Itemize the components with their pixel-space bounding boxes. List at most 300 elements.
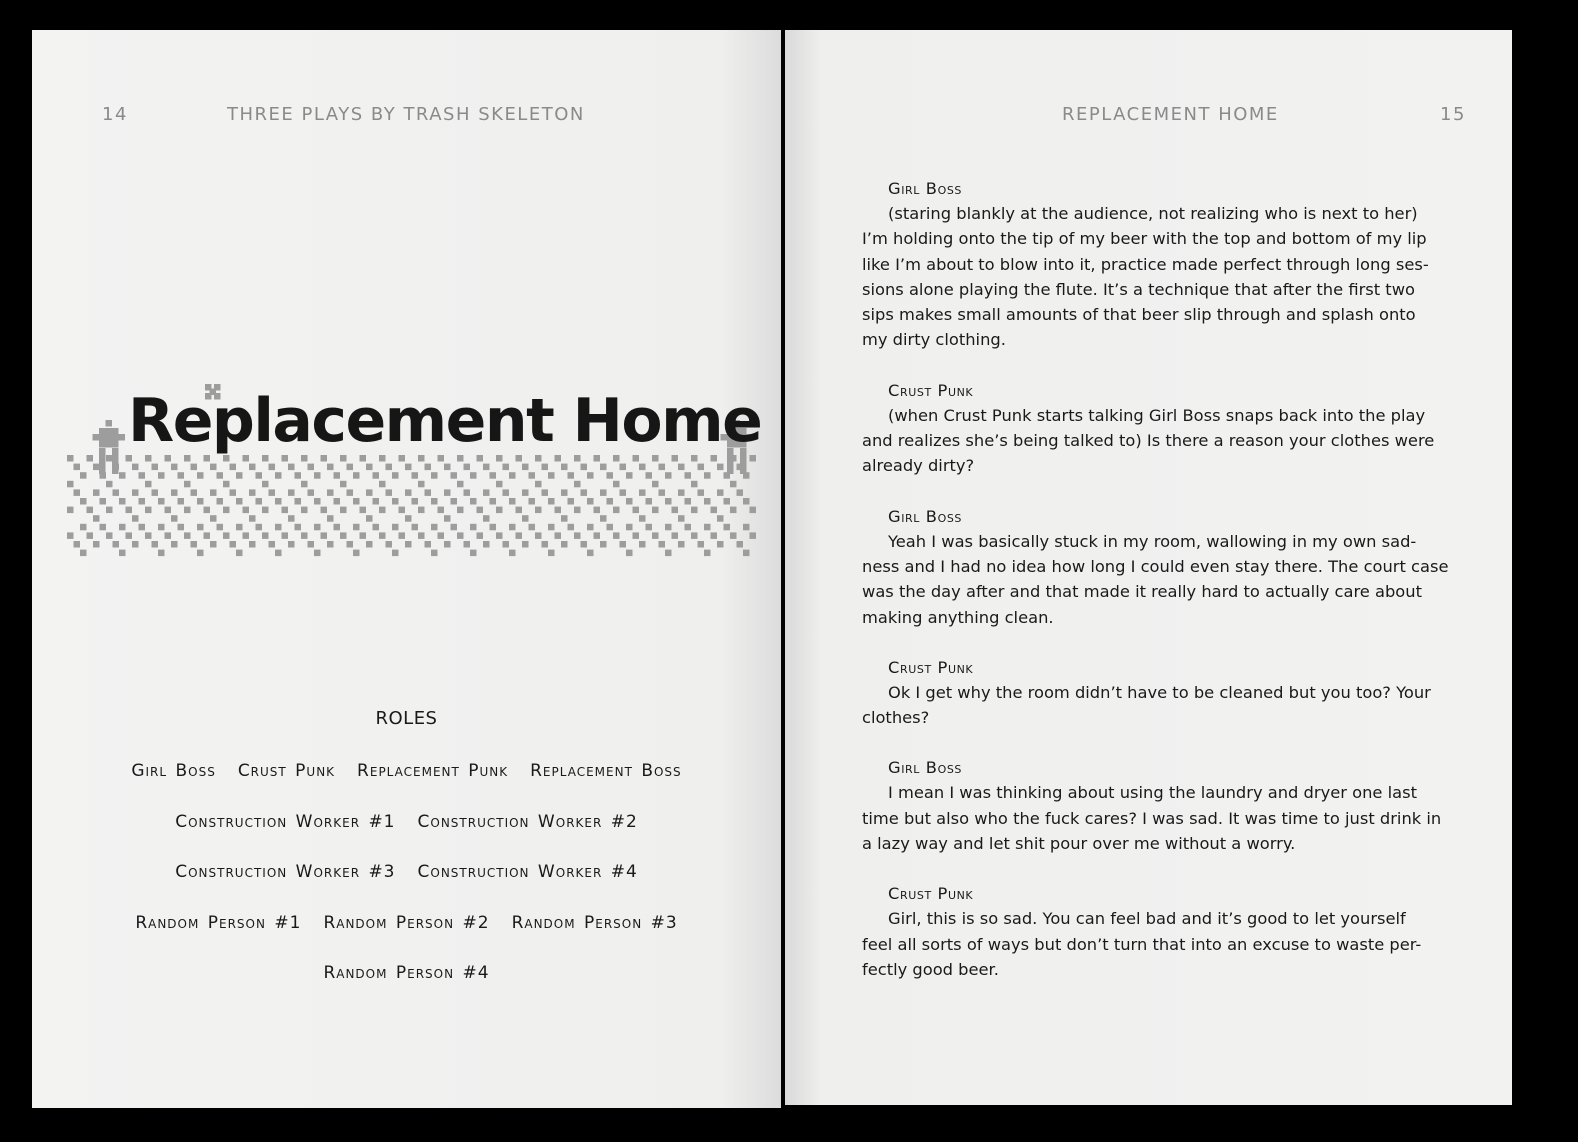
pattern-pixel <box>509 550 516 557</box>
pattern-pixel <box>366 464 373 471</box>
pattern-pixel <box>620 464 627 471</box>
pattern-pixel <box>418 481 425 488</box>
speaker-name: Girl Boss <box>888 506 962 526</box>
pattern-pixel <box>743 498 750 505</box>
dialogue-line: (staring blankly at the audience, not realizing who is next to her) <box>888 204 1418 223</box>
roles-heading: ROLES <box>375 708 438 729</box>
pattern-pixel <box>613 507 620 513</box>
pattern-pixel <box>139 524 146 531</box>
pattern-pixel <box>412 472 419 479</box>
pattern-pixel <box>704 550 711 557</box>
dialogue-line: Girl, this is so sad. You can feel bad and it’s good to let yourself <box>888 909 1406 929</box>
pattern-pixel <box>438 532 445 539</box>
pattern-pixel <box>470 498 477 505</box>
pattern-pixel <box>93 489 100 496</box>
pattern-pixel <box>724 498 731 505</box>
pattern-pixel <box>178 472 185 479</box>
dialogue-block <box>862 504 1472 630</box>
pattern-pixel <box>730 507 737 513</box>
role-name: Replacement Punk <box>357 761 509 781</box>
pattern-pixel <box>392 472 399 479</box>
pattern-pixel <box>412 524 419 531</box>
dialogue-line: was the day after and that made it really hard to actually care about <box>862 582 1422 602</box>
pattern-pixel <box>321 507 328 513</box>
figure-pixel <box>99 428 106 435</box>
pattern-pixel <box>594 507 601 513</box>
pattern-pixel <box>574 507 581 513</box>
pattern-pixel <box>132 489 139 496</box>
pattern-pixel <box>665 550 672 557</box>
pattern-pixel <box>457 507 464 513</box>
pattern-pixel <box>171 464 178 471</box>
pattern-pixel <box>535 532 542 539</box>
pattern-pixel <box>431 524 438 531</box>
pattern-pixel <box>386 541 393 548</box>
pattern-pixel <box>503 489 510 496</box>
pattern-pixel <box>80 524 87 531</box>
pattern-pixel <box>236 524 243 531</box>
figure-pixel <box>106 420 113 427</box>
pattern-pixel <box>665 524 672 531</box>
dialogue-line: Yeah I was basically stuck in my room, wallowing in my own sad- <box>888 531 1417 551</box>
pattern-pixel <box>288 489 295 496</box>
dialogue-line: I’m holding onto the tip of my beer with the top and bottom of my lip <box>862 229 1427 249</box>
pattern-pixel <box>717 515 724 522</box>
figure-pixel <box>99 448 106 455</box>
figure-pixel <box>93 434 100 441</box>
pattern-pixel <box>301 532 308 539</box>
pattern-pixel <box>704 472 711 479</box>
figure-pixel <box>112 455 119 462</box>
pattern-pixel <box>314 498 321 505</box>
pattern-pixel <box>490 498 497 505</box>
pattern-pixel <box>691 532 698 539</box>
pattern-pixel <box>470 472 477 479</box>
pattern-pixel <box>503 464 510 471</box>
dialogue-block <box>862 881 1472 982</box>
figure-pixel <box>740 461 747 468</box>
pattern-pixel <box>295 524 302 531</box>
pattern-pixel <box>704 498 711 505</box>
pattern-pixel <box>750 507 757 513</box>
pattern-pixel <box>217 498 224 505</box>
roles-row <box>32 862 781 882</box>
pattern-pixel <box>698 464 705 471</box>
pattern-pixel <box>236 498 243 505</box>
pattern-pixel <box>197 550 204 557</box>
pattern-pixel <box>561 515 568 522</box>
pattern-pixel <box>607 524 614 531</box>
pattern-pixel <box>158 472 165 479</box>
pattern-pixel <box>158 550 165 557</box>
pattern-pixel <box>392 498 399 505</box>
pattern-pixel <box>87 507 94 513</box>
pattern-pixel <box>67 481 74 488</box>
pattern-pixel <box>275 550 282 557</box>
pattern-pixel <box>275 524 282 531</box>
pattern-pixel <box>581 541 588 548</box>
dialogue-line: fectly good beer. <box>862 959 999 979</box>
pattern-pixel <box>555 532 562 539</box>
role-name: Construction Worker #2 <box>417 812 638 832</box>
figure-pixel <box>106 441 113 448</box>
pattern-pixel <box>171 489 178 496</box>
pattern-pixel <box>483 489 490 496</box>
pattern-pixel <box>600 541 607 548</box>
pattern-pixel <box>483 515 490 522</box>
dialogue-line: sips makes small amounts of that beer slip through and splash onto <box>862 305 1416 325</box>
pattern-pixel <box>425 464 432 471</box>
pattern-pixel <box>379 507 386 513</box>
pattern-pixel <box>457 532 464 539</box>
pattern-pixel <box>327 489 334 496</box>
pattern-pixel <box>646 498 653 505</box>
pattern-pixel <box>444 489 451 496</box>
pattern-pixel <box>327 515 334 522</box>
pattern-pixel <box>119 524 126 531</box>
figure-pixel <box>99 435 106 442</box>
pattern-pixel <box>542 541 549 548</box>
pattern-pixel <box>93 541 100 548</box>
pattern-pixel <box>386 464 393 471</box>
pattern-pixel <box>327 541 334 548</box>
pattern-pixel <box>74 489 81 496</box>
pattern-pixel <box>282 532 289 539</box>
pattern-pixel <box>457 481 464 488</box>
pattern-pixel <box>197 498 204 505</box>
pattern-pixel <box>145 481 152 488</box>
pattern-pixel <box>412 498 419 505</box>
pattern-pixel <box>405 515 412 522</box>
pattern-pixel <box>275 498 282 505</box>
pattern-pixel <box>230 464 237 471</box>
role-name: Construction Worker #4 <box>417 862 638 882</box>
pattern-pixel <box>347 489 354 496</box>
right-page <box>785 30 1512 1105</box>
pattern-pixel <box>496 481 503 488</box>
pattern-pixel <box>730 532 737 539</box>
pattern-pixel <box>295 472 302 479</box>
pattern-pixel <box>308 541 315 548</box>
pattern-pixel <box>685 498 692 505</box>
pattern-pixel <box>659 489 666 496</box>
pattern-pixel <box>223 507 230 513</box>
pattern-pixel <box>685 524 692 531</box>
pattern-pixel <box>100 498 107 505</box>
pattern-pixel <box>165 532 172 539</box>
role-name: Crust Punk <box>237 761 336 781</box>
pattern-pixel <box>678 489 685 496</box>
running-head-left: THREE PLAYS BY TRASH SKELETON <box>227 104 585 125</box>
dialogue-line: a lazy way and let shit pour over me without a worry. <box>862 834 1296 854</box>
pattern-pixel <box>308 464 315 471</box>
pattern-pixel <box>574 481 581 488</box>
pattern-pixel <box>607 498 614 505</box>
pattern-pixel <box>496 532 503 539</box>
dialogue-line: like I’m about to blow into it, practice made perfect through long ses- <box>862 254 1429 274</box>
pattern-pixel <box>126 507 133 513</box>
pattern-pixel <box>301 481 308 488</box>
pattern-pixel <box>256 524 263 531</box>
pattern-pixel <box>249 464 256 471</box>
pattern-pixel <box>626 498 633 505</box>
pattern-pixel <box>74 541 81 548</box>
pattern-pixel <box>483 541 490 548</box>
pattern-pixel <box>555 507 562 513</box>
pattern-pixel <box>535 481 542 488</box>
pattern-pixel <box>171 515 178 522</box>
pattern-pixel <box>646 472 653 479</box>
pattern-pixel <box>152 464 159 471</box>
left-page <box>32 30 781 1108</box>
pattern-pixel <box>80 472 87 479</box>
pattern-pixel <box>464 541 471 548</box>
pattern-pixel <box>139 472 146 479</box>
pattern-pixel <box>314 550 321 557</box>
figure-pixel <box>112 468 119 475</box>
pattern-pixel <box>275 472 282 479</box>
figure-pixel <box>99 461 106 468</box>
pattern-pixel <box>717 464 724 471</box>
pattern-pixel <box>529 524 536 531</box>
pattern-pixel <box>405 541 412 548</box>
pattern-pixel <box>464 489 471 496</box>
dialogue-line: time but also who the fuck cares? I was sad. It was time to just drink in <box>862 808 1442 828</box>
pattern-pixel <box>711 532 718 539</box>
pattern-pixel <box>639 464 646 471</box>
pattern-pixel <box>204 532 211 539</box>
pattern-pixel <box>581 489 588 496</box>
pattern-pixel <box>314 472 321 479</box>
pattern-pixel <box>106 481 113 488</box>
roles-row <box>32 812 781 832</box>
pattern-pixel <box>587 498 594 505</box>
dialogue-block <box>862 755 1472 856</box>
pattern-pixel <box>301 507 308 513</box>
pattern-pixel <box>100 524 107 531</box>
pattern-pixel <box>672 532 679 539</box>
pattern-pixel <box>249 541 256 548</box>
pattern-pixel <box>509 524 516 531</box>
role-name: Construction Worker #3 <box>175 862 396 882</box>
pattern-pixel <box>496 507 503 513</box>
pattern-pixel <box>477 507 484 513</box>
pattern-pixel <box>210 464 217 471</box>
dialogue-block <box>862 378 1472 479</box>
pattern-pixel <box>74 464 81 471</box>
pattern-pixel <box>165 507 172 513</box>
pixel-pattern-decoration <box>52 350 772 565</box>
pattern-pixel <box>646 524 653 531</box>
pattern-pixel <box>509 498 516 505</box>
pattern-pixel <box>230 489 237 496</box>
page-number-right: 15 <box>1440 104 1466 125</box>
figure-pixel <box>99 468 106 475</box>
figure-pixel <box>112 441 119 448</box>
pattern-pixel <box>373 472 380 479</box>
running-head-right: REPLACEMENT HOME <box>1062 104 1279 125</box>
pattern-pixel <box>392 550 399 557</box>
pattern-pixel <box>334 524 341 531</box>
script-dialogue <box>862 176 1472 1007</box>
pattern-pixel <box>269 489 276 496</box>
pattern-pixel <box>639 541 646 548</box>
pattern-pixel <box>269 541 276 548</box>
pattern-pixel <box>678 541 685 548</box>
pattern-pixel <box>327 464 334 471</box>
pattern-pixel <box>236 550 243 557</box>
pattern-pixel <box>217 524 224 531</box>
pattern-pixel <box>451 524 458 531</box>
pattern-pixel <box>113 489 120 496</box>
pattern-pixel <box>171 541 178 548</box>
pattern-pixel <box>672 507 679 513</box>
pattern-pixel <box>392 524 399 531</box>
dialogue-line: (when Crust Punk starts talking Girl Boss snaps back into the play <box>888 405 1426 425</box>
pattern-pixel <box>184 532 191 539</box>
pattern-pixel <box>470 550 477 557</box>
pattern-pixel <box>633 507 640 513</box>
pattern-pixel <box>444 541 451 548</box>
pattern-pixel <box>373 498 380 505</box>
pattern-pixel <box>67 455 74 462</box>
pattern-pixel <box>529 472 536 479</box>
pattern-pixel <box>444 515 451 522</box>
pattern-pixel <box>626 550 633 557</box>
dialogue-line: ness and I had no idea how long I could even stay there. The court case <box>862 556 1449 576</box>
pattern-pixel <box>288 515 295 522</box>
pattern-pixel <box>295 498 302 505</box>
dialogue-line: already dirty? <box>862 456 975 476</box>
pattern-pixel <box>399 507 406 513</box>
pattern-pixel <box>288 464 295 471</box>
pattern-pixel <box>568 524 575 531</box>
pattern-pixel <box>717 489 724 496</box>
pattern-pixel <box>691 481 698 488</box>
pattern-pixel <box>522 464 529 471</box>
pattern-pixel <box>106 455 113 462</box>
pattern-pixel <box>522 489 529 496</box>
pattern-pixel <box>119 472 126 479</box>
pattern-pixel <box>737 489 744 496</box>
pattern-pixel <box>262 532 269 539</box>
pattern-pixel <box>132 541 139 548</box>
pattern-pixel <box>425 489 432 496</box>
pattern-pixel <box>93 515 100 522</box>
pattern-pixel <box>587 472 594 479</box>
pattern-pixel <box>353 498 360 505</box>
pattern-pixel <box>587 550 594 557</box>
speaker-name: Girl Boss <box>888 758 962 778</box>
page-number-left: 14 <box>102 104 128 125</box>
pattern-pixel <box>256 472 263 479</box>
pattern-pixel <box>464 464 471 471</box>
pattern-pixel <box>262 507 269 513</box>
dialogue-line: making anything clean. <box>862 607 1054 627</box>
pattern-pixel <box>652 481 659 488</box>
speaker-name: Girl Boss <box>888 179 962 198</box>
pattern-pixel <box>444 464 451 471</box>
pattern-pixel <box>249 489 256 496</box>
pattern-pixel <box>431 498 438 505</box>
dialogue-line: Ok I get why the room didn’t have to be cleaned but you too? Your <box>888 682 1431 702</box>
pattern-pixel <box>119 550 126 557</box>
pattern-pixel <box>67 507 74 513</box>
pattern-pixel <box>152 541 159 548</box>
pattern-pixel <box>405 464 412 471</box>
pattern-pixel <box>600 515 607 522</box>
pattern-pixel <box>67 532 74 539</box>
pattern-pixel <box>535 507 542 513</box>
pattern-pixel <box>548 524 555 531</box>
pattern-pixel <box>477 532 484 539</box>
dialogue-block <box>862 176 1472 353</box>
pattern-pixel <box>87 455 94 462</box>
pattern-pixel <box>568 498 575 505</box>
pattern-pixel <box>184 481 191 488</box>
pattern-pixel <box>665 498 672 505</box>
pattern-pixel <box>249 515 256 522</box>
pattern-pixel <box>594 532 601 539</box>
pattern-pixel <box>425 541 432 548</box>
pattern-pixel <box>145 507 152 513</box>
figure-pixel <box>99 441 106 448</box>
pattern-pixel <box>685 472 692 479</box>
pattern-pixel <box>366 489 373 496</box>
pattern-pixel <box>191 489 198 496</box>
pattern-pixel <box>698 541 705 548</box>
pattern-pixel <box>613 532 620 539</box>
pattern-pixel <box>405 489 412 496</box>
pattern-pixel <box>282 507 289 513</box>
pattern-pixel <box>106 507 113 513</box>
pattern-pixel <box>483 464 490 471</box>
pattern-pixel <box>314 524 321 531</box>
pattern-pixel <box>743 550 750 557</box>
pattern-pixel <box>139 498 146 505</box>
pattern-pixel <box>145 532 152 539</box>
dialogue-line: and realizes she’s being talked to) Is there a reason your clothes were <box>862 431 1435 451</box>
roles-row <box>32 761 781 781</box>
pattern-pixel <box>743 524 750 531</box>
pattern-pixel <box>223 481 230 488</box>
pattern-pixel <box>178 524 185 531</box>
pattern-pixel <box>724 524 731 531</box>
pattern-pixel <box>80 550 87 557</box>
figure-pixel <box>99 455 106 462</box>
pattern-pixel <box>353 524 360 531</box>
pattern-pixel <box>698 489 705 496</box>
pattern-pixel <box>379 532 386 539</box>
pattern-pixel <box>288 541 295 548</box>
role-name: Random Person #2 <box>323 913 490 933</box>
pattern-pixel <box>561 489 568 496</box>
pattern-pixel <box>431 550 438 557</box>
role-name: Girl Boss <box>131 761 216 781</box>
pattern-pixel <box>340 481 347 488</box>
pattern-pixel <box>360 507 367 513</box>
pattern-pixel <box>126 532 133 539</box>
figure-pixel <box>106 435 113 442</box>
pattern-pixel <box>152 489 159 496</box>
pattern-pixel <box>210 515 217 522</box>
pattern-pixel <box>529 498 536 505</box>
pattern-pixel <box>262 481 269 488</box>
dialogue-line: sions alone playing the flute. It’s a technique that after the first two <box>862 279 1415 299</box>
pattern-pixel <box>431 472 438 479</box>
pattern-pixel <box>340 507 347 513</box>
pattern-pixel <box>158 524 165 531</box>
